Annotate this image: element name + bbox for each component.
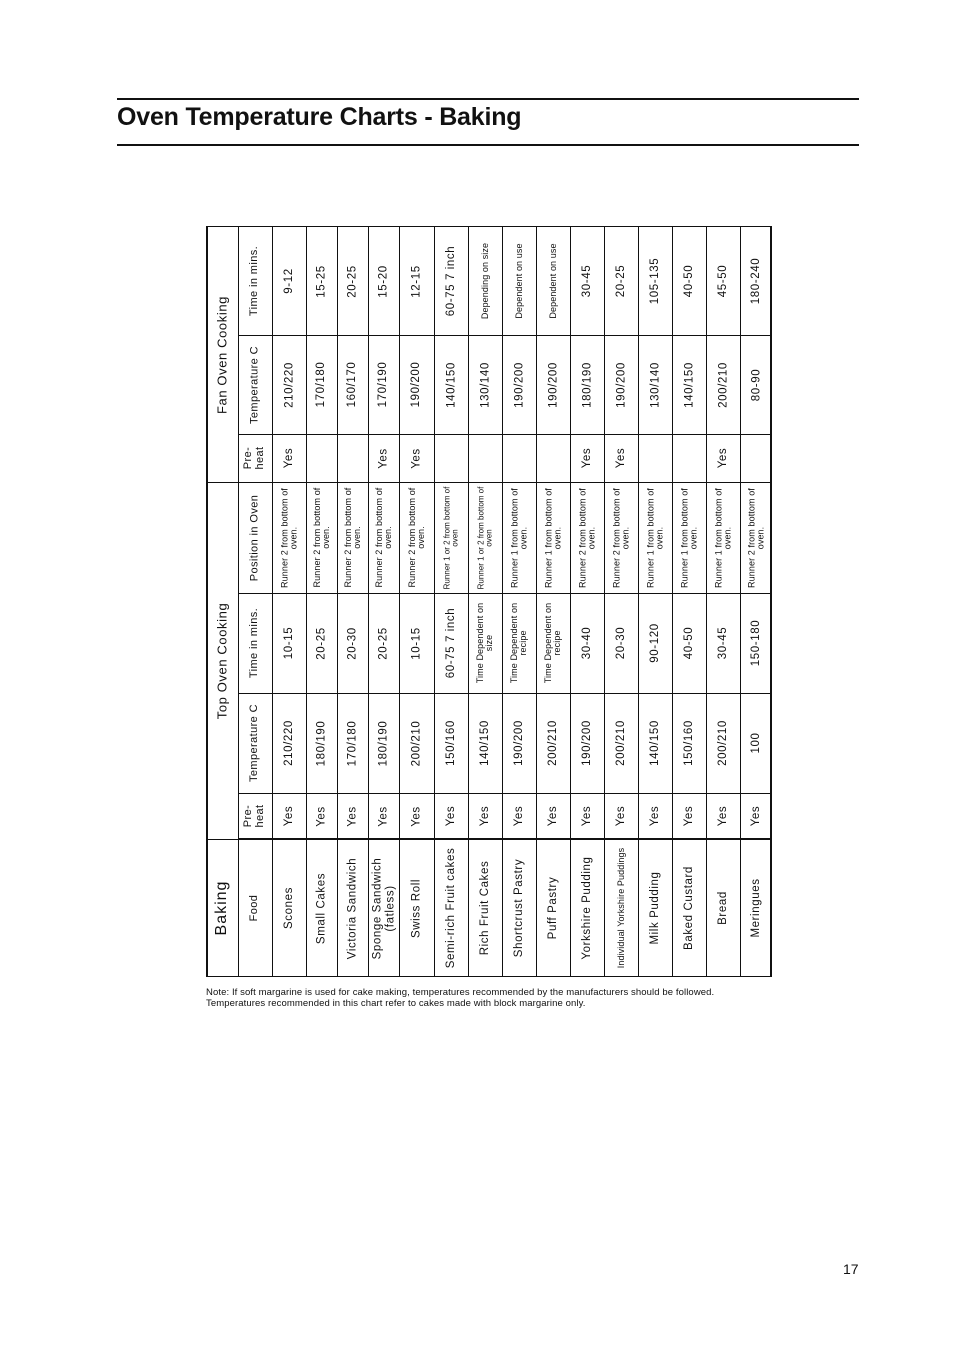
table-cell-position: Runner 2 from bottom of oven. — [611, 487, 630, 588]
table-cell-position: Runner 1 from bottom of oven. — [645, 487, 664, 588]
table-cell-position: Runner 1 from bottom of oven. — [713, 487, 732, 588]
margarine-note: Note: If soft margarine is used for cake making, temperatures recommended by the manufacturers should be followed. Temperatures recommended in this chart refer to cakes made with block margarine only. — [206, 987, 715, 1009]
table-cell-top-preheat: Yes — [648, 805, 661, 827]
table-cell-top-preheat: Yes — [410, 805, 423, 827]
table-cell-top-preheat: Yes — [682, 805, 695, 827]
table-cell-top-temp: 200/210 — [410, 720, 423, 766]
table-cell-top-temp: 170/180 — [346, 720, 359, 766]
table-cell-top-time: 20-25 — [377, 626, 390, 660]
table-cell-top-preheat: Yes — [282, 805, 295, 827]
table-cell-fan-temp: 190/200 — [512, 361, 525, 408]
position-header: Position in Oven — [248, 494, 261, 581]
table-cell-position: Runner 2 from bottom of oven. — [311, 487, 331, 588]
table-cell-fan-time: 15-20 — [377, 264, 390, 298]
table-cell-fan-temp: 200/210 — [716, 361, 729, 408]
table-cell-fan-temp: 130/140 — [478, 361, 491, 408]
table-cell-fan-temp: 170/180 — [315, 361, 328, 408]
fan-time-header: Time in mins. — [248, 245, 261, 317]
table-cell-fan-time: 60-75 7 inch — [444, 245, 457, 317]
table-cell-fan-preheat — [672, 434, 706, 482]
table-cell-food: Sponge Sandwich (fatless) — [371, 857, 396, 959]
table-cell-food: Shortcrust Pastry — [512, 858, 525, 958]
table-cell-top-time: 10-15 — [282, 626, 295, 660]
table-cell-top-preheat: Yes — [614, 805, 627, 827]
table-cell-top-time: 10-15 — [410, 626, 423, 660]
table-cell-top-preheat: Yes — [315, 805, 328, 827]
table-cell-fan-time: 12-15 — [410, 264, 423, 298]
table-cell-position: Runner 1 from bottom of oven. — [679, 487, 698, 588]
table-cell-fan-preheat: Yes — [716, 447, 729, 469]
table-cell-position: Runner 1 or 2 from bottom of oven — [476, 486, 493, 589]
table-cell-position: Runner 2 from bottom of oven. — [342, 487, 362, 588]
table-cell-fan-temp: 180/190 — [580, 361, 593, 408]
table-cell-fan-preheat: Yes — [282, 447, 295, 469]
baking-section-title: Baking — [212, 880, 230, 936]
fan-oven-cooking-header: Fan Oven Cooking — [214, 295, 230, 414]
table-cell-fan-preheat — [468, 434, 502, 482]
page-title: Oven Temperature Charts - Baking — [117, 103, 522, 131]
table-cell-top-time: 30-45 — [716, 626, 729, 660]
table-cell-fan-temp: 140/150 — [444, 361, 457, 408]
table-cell-top-preheat: Yes — [716, 805, 729, 827]
table-cell-top-temp: 190/200 — [512, 720, 525, 766]
table-cell-fan-time: 30-45 — [580, 264, 593, 298]
table-cell-top-time: Time Dependent on recipe — [543, 602, 562, 684]
table-cell-fan-temp: 80-90 — [749, 368, 762, 401]
table-cell-food: Small Cakes — [315, 872, 328, 944]
table-cell-position: Runner 2 from bottom of oven. — [373, 487, 393, 588]
table-cell-fan-preheat: Yes — [410, 447, 423, 469]
table-cell-fan-preheat — [306, 434, 337, 482]
fan-temperature-header: Temperature C — [248, 345, 261, 424]
table-cell-top-time: 90-120 — [648, 623, 661, 663]
table-cell-top-temp: 140/150 — [648, 720, 661, 766]
table-cell-fan-preheat — [638, 434, 672, 482]
table-cell-top-temp: 210/220 — [282, 720, 295, 766]
table-cell-top-time: 40-50 — [682, 626, 695, 660]
table-cell-food: Swiss Roll — [410, 878, 423, 938]
table-cell-fan-temp: 160/170 — [346, 361, 359, 408]
table-cell-fan-time: 45-50 — [716, 264, 729, 298]
table-cell-top-temp: 140/150 — [478, 720, 491, 766]
food-header: Food — [248, 894, 261, 922]
table-cell-fan-time: Dependent on use — [513, 243, 524, 319]
table-cell-food: Meringues — [749, 878, 762, 938]
table-cell-top-temp: 180/190 — [315, 720, 328, 766]
table-cell-top-temp: 150/160 — [444, 720, 457, 766]
table-cell-fan-preheat — [434, 434, 468, 482]
table-cell-food: Semi-rich Fruit cakes — [444, 847, 457, 969]
table-cell-fan-preheat: Yes — [614, 447, 627, 469]
table-cell-fan-temp: 130/140 — [648, 361, 661, 408]
table-cell-fan-temp: 140/150 — [682, 361, 695, 408]
table-cell-position: Runner 1 from bottom of oven. — [509, 487, 528, 588]
table-cell-top-time: 150-180 — [749, 619, 762, 667]
table-cell-fan-temp: 210/220 — [282, 361, 295, 408]
table-cell-position: Runner 1 from bottom of oven. — [543, 487, 562, 588]
table-cell-fan-preheat — [502, 434, 536, 482]
table-cell-food: Victoria Sandwich — [346, 857, 359, 959]
table-cell-fan-time: 20-25 — [346, 264, 359, 298]
table-cell-food: Yorkshire Pudding — [580, 856, 593, 960]
table-cell-food: Milk Pudding — [648, 871, 661, 945]
table-cell-fan-preheat: Yes — [580, 447, 593, 469]
table-cell-top-preheat: Yes — [377, 805, 390, 827]
table-cell-top-time: Time Dependent on recipe — [509, 602, 528, 684]
title-bottom-rule — [117, 144, 859, 146]
table-cell-food: Baked Custard — [682, 866, 695, 950]
table-cell-fan-temp: 190/200 — [546, 361, 559, 408]
table-cell-top-temp: 200/210 — [614, 720, 627, 766]
table-cell-top-temp: 180/190 — [377, 720, 390, 766]
table-cell-position: Runner 2 from bottom of oven. — [577, 487, 596, 588]
table-cell-fan-time: Depending on size — [479, 242, 490, 320]
table-cell-food: Scones — [282, 887, 295, 929]
table-cell-top-time: 30-40 — [580, 626, 593, 660]
table-cell-fan-preheat — [536, 434, 570, 482]
table-cell-fan-time: 15-25 — [315, 264, 328, 298]
top-oven-cooking-header: Top Oven Cooking — [214, 602, 230, 719]
table-cell-top-temp: 200/210 — [546, 720, 559, 766]
table-cell-fan-time: 40-50 — [682, 264, 695, 298]
top-preheat-header: Pre-heat — [242, 804, 266, 828]
table-cell-fan-temp: 170/190 — [377, 361, 390, 408]
title-top-rule — [117, 98, 859, 100]
table-cell-fan-preheat — [337, 434, 368, 482]
page-number: 17 — [843, 1261, 859, 1277]
table-cell-top-preheat: Yes — [749, 805, 762, 827]
table-cell-food: Individual Yorkshire Puddings — [615, 847, 626, 969]
table-cell-position: Runner 2 from bottom of oven. — [406, 487, 426, 588]
top-time-header: Time in mins. — [248, 607, 261, 679]
table-cell-top-time: 20-25 — [315, 626, 328, 660]
table-cell-fan-time: 180-240 — [749, 257, 762, 305]
table-cell-top-temp: 100 — [749, 732, 762, 754]
table-cell-fan-preheat: Yes — [377, 447, 390, 469]
table-cell-top-time: 60-75 7 inch — [444, 607, 457, 679]
table-cell-top-time: 20-30 — [346, 626, 359, 660]
table-cell-food: Bread — [716, 891, 729, 925]
table-cell-top-preheat: Yes — [512, 805, 525, 827]
table-cell-top-preheat: Yes — [346, 805, 359, 827]
table-cell-top-temp: 190/200 — [580, 720, 593, 766]
table-cell-fan-temp: 190/200 — [410, 361, 423, 408]
table-cell-food: Puff Pastry — [546, 876, 559, 940]
table-cell-position: Runner 2 from bottom of oven. — [746, 487, 765, 588]
baking-chart-table — [206, 226, 772, 976]
table-cell-top-temp: 200/210 — [716, 720, 729, 766]
table-cell-food: Rich Fruit Cakes — [478, 860, 491, 956]
table-cell-fan-time: Dependent on use — [547, 243, 558, 319]
table-cell-top-time: Time Dependent on size — [475, 602, 494, 684]
table-cell-top-preheat: Yes — [546, 805, 559, 827]
table-cell-top-preheat: Yes — [478, 805, 491, 827]
fan-preheat-header: Pre-heat — [242, 446, 266, 470]
table-cell-position: Runner 2 from bottom of oven. — [279, 487, 298, 588]
table-cell-fan-time: 105-135 — [648, 257, 661, 305]
top-temperature-header: Temperature C — [248, 704, 261, 782]
table-cell-fan-time: 20-25 — [614, 264, 627, 298]
table-cell-fan-temp: 190/200 — [614, 361, 627, 408]
table-cell-top-preheat: Yes — [444, 805, 457, 827]
table-cell-top-time: 20-30 — [614, 626, 627, 660]
table-cell-top-preheat: Yes — [580, 805, 593, 827]
table-cell-position: Runner 1 or 2 from bottom of oven — [442, 486, 459, 589]
table-cell-fan-time: 9-12 — [282, 268, 295, 294]
table-cell-fan-preheat — [740, 434, 772, 482]
table-cell-top-temp: 150/160 — [682, 720, 695, 766]
